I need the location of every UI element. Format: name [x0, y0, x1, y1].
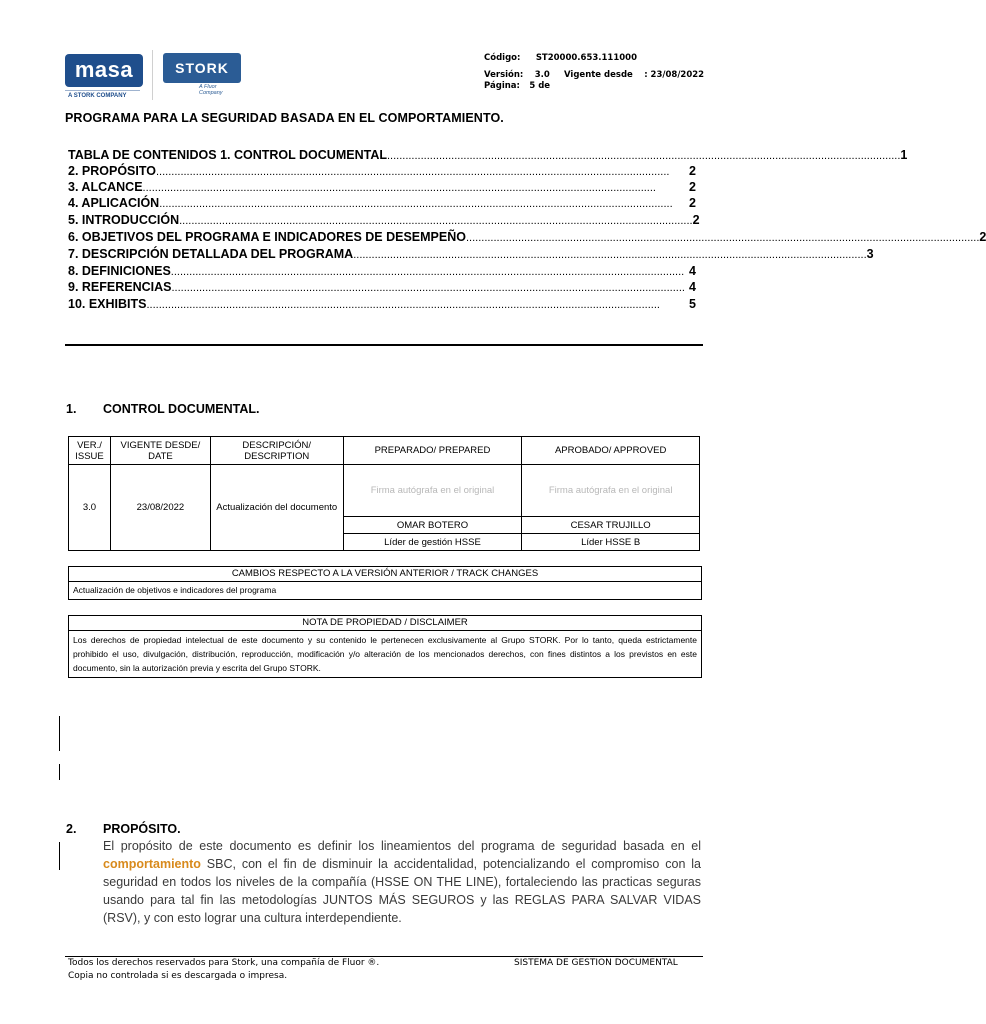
- toc-entry[interactable]: [68, 245, 874, 261]
- section2-number: 2.: [66, 822, 77, 836]
- toc-leader: ........................................................................................................................................................................: [146, 299, 660, 311]
- toc-label: 3. ALCANCE: [68, 180, 143, 194]
- toc-page: 2: [689, 164, 696, 178]
- header-vigente: VIGENTE DESDE/ DATE: [110, 437, 210, 465]
- masa-logo-mark: masa: [65, 54, 143, 87]
- document-title: PROGRAMA PARA LA SEGURIDAD BASADA EN EL COMPORTAMIENTO.: [65, 111, 504, 125]
- header-descripcion: DESCRIPCIÓN/ DESCRIPTION: [210, 437, 343, 465]
- pagina-row: [484, 81, 550, 91]
- name-aprobado: CESAR TRUJILLO: [522, 517, 700, 534]
- toc-leader: ........................................................................................................................................................................: [386, 150, 901, 162]
- purpose-paragraph: [103, 837, 701, 927]
- pagina-value: 5 de: [529, 81, 551, 91]
- vigente-value: : 23/08/2022: [644, 70, 705, 80]
- toc-entry[interactable]: [68, 295, 696, 311]
- toc-page: 2: [689, 180, 696, 194]
- version-value: 3.0: [534, 70, 550, 80]
- toc-label: 8. DEFINICIONES: [68, 264, 171, 278]
- section1-title: CONTROL DOCUMENTAL.: [103, 402, 260, 416]
- toc-label: 2. PROPÓSITO: [68, 164, 156, 178]
- toc-page: 2: [692, 213, 700, 227]
- disclaimer-body: Los derechos de propiedad intelectual de este documento y su contenido le pertenecen exclusivamente al Grupo STORK. Por lo tanto, queda estrictamente prohibido el uso, divulgación, distribución, reproducción, modificación y/o alteración de los mencionados derechos, con fines distintos a los previstos en este documento, sin la autorización previa y escrita del Grupo STORK.: [73, 635, 697, 673]
- toc-entry[interactable]: [68, 228, 986, 244]
- toc-entry[interactable]: [68, 178, 696, 194]
- toc-label: TABLA DE CONTENIDOS 1. CONTROL DOCUMENTAL: [68, 148, 387, 162]
- signature-preparado: Firma autógrafa en el original: [343, 465, 522, 517]
- table-row: [69, 465, 700, 517]
- toc-page: 3: [866, 247, 874, 261]
- toc-label: 4. APLICACIÓN: [68, 196, 160, 210]
- track-changes-body: Actualización de objetivos e indicadores del programa: [73, 585, 277, 595]
- purpose-text-end: SBC, con el fin de disminuir la accidentalidad, potencializando el compromiso con la seguridad en todos los niveles de la compañía (HSSE ON THE LINE), fortaleciendo las practicas seguras usando para tal fin las metodologías JUNTOS MÁS SEGUROS y las REGLAS PARA SALVAR VIDAS (RSV), y con esto lograr una cultura interdependiente.: [103, 857, 701, 925]
- text-cursor: [59, 716, 60, 751]
- toc-page: 5: [689, 297, 696, 311]
- cell-ver: 3.0: [69, 465, 111, 551]
- codigo-value: ST20000.653.111000: [535, 53, 637, 63]
- toc-label: 6. OBJETIVOS DEL PROGRAMA E INDICADORES DE DESEMPEÑO: [68, 230, 466, 244]
- toc-leader: ........................................................................................................................................................................: [156, 166, 670, 178]
- table-header-row: [69, 437, 700, 465]
- toc-entry[interactable]: [68, 211, 700, 227]
- header-aprobado: APROBADO/ APPROVED: [522, 437, 700, 465]
- role-preparado: Líder de gestión HSSE: [343, 534, 522, 551]
- footer-copy-note: Copia no controlada si es descargada o impresa.: [68, 971, 288, 981]
- toc-label: 10. EXHIBITS: [68, 297, 147, 311]
- footer-system: SISTEMA DE GESTION DOCUMENTAL: [514, 958, 678, 968]
- track-changes-header: CAMBIOS RESPECTO A LA VERSIÓN ANTERIOR / TRACK CHANGES: [69, 567, 701, 582]
- toc-leader: ........................................................................................................................................................................: [179, 215, 693, 227]
- cell-fecha: 23/08/2022: [110, 465, 210, 551]
- toc-entry[interactable]: [68, 278, 696, 294]
- role-aprobado: Líder HSSE B: [522, 534, 700, 551]
- purpose-text-start: El propósito de este documento es definir los lineamientos del programa de seguridad basada en el: [103, 839, 701, 853]
- stork-logo: [163, 53, 241, 96]
- header-preparado: PREPARADO/ PREPARED: [343, 437, 522, 465]
- pagina-label: Página:: [484, 81, 520, 91]
- text-cursor: [59, 842, 60, 870]
- toc-label: 7. DESCRIPCIÓN DETALLADA DEL PROGRAMA: [68, 247, 354, 261]
- toc-page: 4: [689, 280, 696, 294]
- version-row: [484, 70, 550, 80]
- stork-logo-tagline: A Fluor Company: [199, 84, 223, 96]
- toc-leader: ........................................................................................................................................................................: [353, 249, 867, 261]
- purpose-highlight: comportamiento: [103, 857, 201, 871]
- toc-page: 1: [900, 148, 908, 162]
- footer-rights: Todos los derechos reservados para Stork, una compañía de Fluor ®.: [68, 958, 380, 968]
- toc-leader: ........................................................................................................................................................................: [159, 198, 673, 210]
- toc-entry[interactable]: [68, 146, 908, 162]
- logo-divider: [152, 50, 153, 100]
- toc-page: 4: [689, 264, 696, 278]
- signature-aprobado: Firma autógrafa en el original: [522, 465, 700, 517]
- disclaimer-box: [68, 615, 702, 678]
- version-label: Versión:: [484, 70, 524, 80]
- toc-label: 5. INTRODUCCIÓN: [68, 213, 180, 227]
- toc-entry[interactable]: [68, 194, 696, 210]
- masa-logo-tagline: A STORK COMPANY: [65, 90, 140, 99]
- toc-page: 2: [689, 196, 696, 210]
- vigente-label: Vigente desde: [564, 70, 633, 80]
- name-preparado: OMAR BOTERO: [343, 517, 522, 534]
- section2-title: PROPÓSITO.: [103, 822, 181, 836]
- masa-logo: [65, 54, 143, 101]
- footer-divider: [65, 956, 703, 957]
- text-cursor: [59, 764, 60, 780]
- toc-entry[interactable]: [68, 162, 696, 178]
- toc-label: 9. REFERENCIAS: [68, 280, 172, 294]
- toc-page: 2: [979, 230, 986, 244]
- codigo-row: [484, 53, 637, 63]
- cell-descripcion: Actualización del documento: [210, 465, 343, 551]
- header-ver: VER./ ISSUE: [69, 437, 111, 465]
- toc-leader: ........................................................................................................................................................................: [465, 232, 980, 244]
- vigente-row: [564, 70, 704, 80]
- document-control-table: [68, 436, 700, 551]
- toc-leader: ........................................................................................................................................................................: [170, 266, 685, 278]
- disclaimer-header: NOTA DE PROPIEDAD / DISCLAIMER: [69, 616, 701, 631]
- toc-entry[interactable]: [68, 262, 696, 278]
- track-changes-box: [68, 566, 702, 600]
- toc-leader: ........................................................................................................................................................................: [142, 182, 656, 194]
- section1-number: 1.: [66, 402, 77, 416]
- codigo-label: Código:: [484, 53, 521, 63]
- toc-leader: ........................................................................................................................................................................: [171, 282, 685, 294]
- toc-divider: [65, 344, 703, 346]
- stork-logo-mark: STORK: [163, 53, 241, 83]
